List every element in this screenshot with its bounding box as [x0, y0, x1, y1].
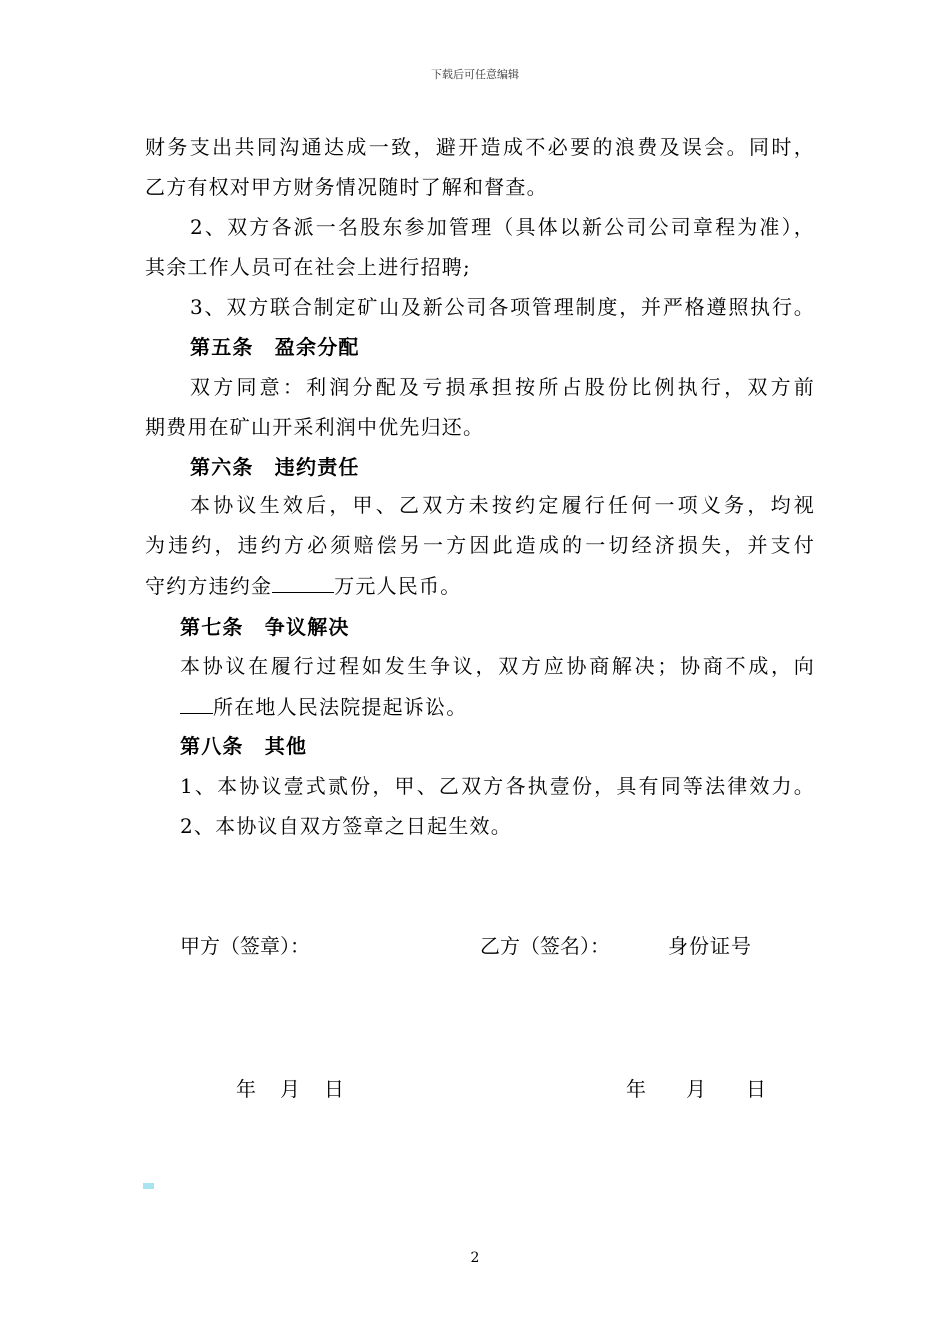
court-location-blank — [180, 691, 213, 714]
article-5-line-1: 双方同意：利润分配及亏损承担按所占股份比例执行，双方前 — [190, 375, 815, 399]
page-number: 2 — [470, 1250, 480, 1266]
article-6-title: 第六条 违约责任 — [190, 455, 360, 479]
body-line-1: 财务支出共同沟通达成一致，避开造成不必要的浪费及误会。同时， — [145, 135, 815, 159]
clause-2-line-1: 2、双方各派一名股东参加管理（具体以新公司公司章程为准）， — [190, 215, 815, 239]
article-8-title: 第八条 其他 — [180, 734, 308, 758]
article-7-title: 第七条 争议解决 — [180, 615, 350, 639]
body-line-2: 乙方有权对甲方财务情况随时了解和督查。 — [145, 175, 548, 199]
clause-2-line-2: 其余工作人员可在社会上进行招聘; — [145, 255, 471, 279]
party-b-signature-label: 乙方（签名）： — [480, 934, 610, 958]
article-6-line-3 — [145, 570, 815, 601]
party-b-date: 年 月 日 — [626, 1077, 766, 1101]
party-a-signature-label: 甲方（签章）： — [180, 934, 310, 958]
highlight-marker — [143, 1183, 154, 1189]
penalty-amount-blank — [272, 570, 334, 593]
article-8-line-2: 2、本协议自双方签章之日起生效。 — [180, 814, 512, 838]
article-5-line-2: 期费用在矿山开采利润中优先归还。 — [145, 415, 485, 439]
page-header: 下载后可任意编辑 — [431, 68, 519, 81]
article-6-line-1: 本协议生效后，甲、乙双方未按约定履行任何一项义务，均视 — [190, 493, 815, 517]
article-7-line-2-suffix: 所在地人民法院提起诉讼。 — [213, 695, 468, 719]
clause-3-line: 3、双方联合制定矿山及新公司各项管理制度，并严格遵照执行。 — [190, 295, 815, 319]
article-6-line-3-suffix: 万元人民币。 — [334, 574, 462, 598]
article-7-line-2 — [180, 691, 815, 722]
article-5-title: 第五条 盈余分配 — [190, 335, 360, 359]
id-number-label: 身份证号 — [668, 934, 752, 958]
article-8-line-1: 1、本协议壹式贰份，甲、乙双方各执壹份，具有同等法律效力。 — [180, 774, 815, 798]
party-a-date: 年 月 日 — [236, 1077, 346, 1101]
article-7-line-1: 本协议在履行过程如发生争议，双方应协商解决；协商不成，向 — [180, 654, 815, 678]
article-6-line-2: 为违约，违约方必须赔偿另一方因此造成的一切经济损失，并支付 — [145, 533, 815, 557]
article-6-line-3-prefix: 守约方违约金 — [145, 574, 273, 598]
